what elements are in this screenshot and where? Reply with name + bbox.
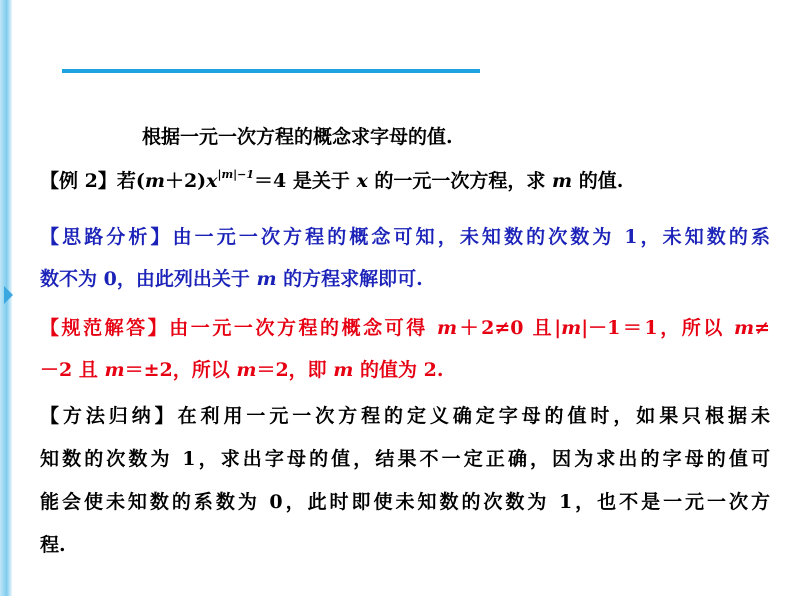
method-line-4: 程. xyxy=(40,534,66,556)
method-label: 【方法归纳】 xyxy=(40,405,178,427)
method-line-2: 知数的次数为 1，求出字母的值，结果不一定正确，因为求出的字母的值可 xyxy=(40,448,770,470)
solution-label: 【规范解答】 xyxy=(40,317,170,339)
method-line-3: 能会使未知数的系数为 0，此时即使未知数的次数为 1，也不是一元一次方 xyxy=(40,491,770,513)
analysis-label: 【思路分析】 xyxy=(40,226,173,248)
example-problem: 【例 2】若$(m+2)x^{|m|-1}=4$ 是关于 x 的一元一次方程，求 m 的值. xyxy=(40,168,624,192)
example-label: 【例 2】 xyxy=(40,170,117,192)
method-line-1: 【方法归纳】在利用一元一次方程的定义确定字母的值时，如果只根据未 xyxy=(40,405,770,427)
analysis-line-1: 【思路分析】由一元一次方程的概念可知，未知数的次数为 1，未知数的系 xyxy=(40,226,770,248)
section-heading: 根据一元一次方程的概念求字母的值. xyxy=(142,126,453,148)
exponent: |m|−1 xyxy=(217,168,255,181)
solution-line-2: －2 且 m＝±2，所以 m＝2，即 m 的值为 2. xyxy=(40,359,444,381)
analysis-line-2: 数不为 0，由此列出关于 m 的方程求解即可. xyxy=(40,268,423,290)
solution-line-1: 【规范解答】由一元一次方程的概念可得 m＋2≠0 且|m|－1＝1，所以 m≠ xyxy=(40,317,771,339)
title-underline xyxy=(62,69,480,73)
left-bar-arrow-icon xyxy=(4,286,13,304)
